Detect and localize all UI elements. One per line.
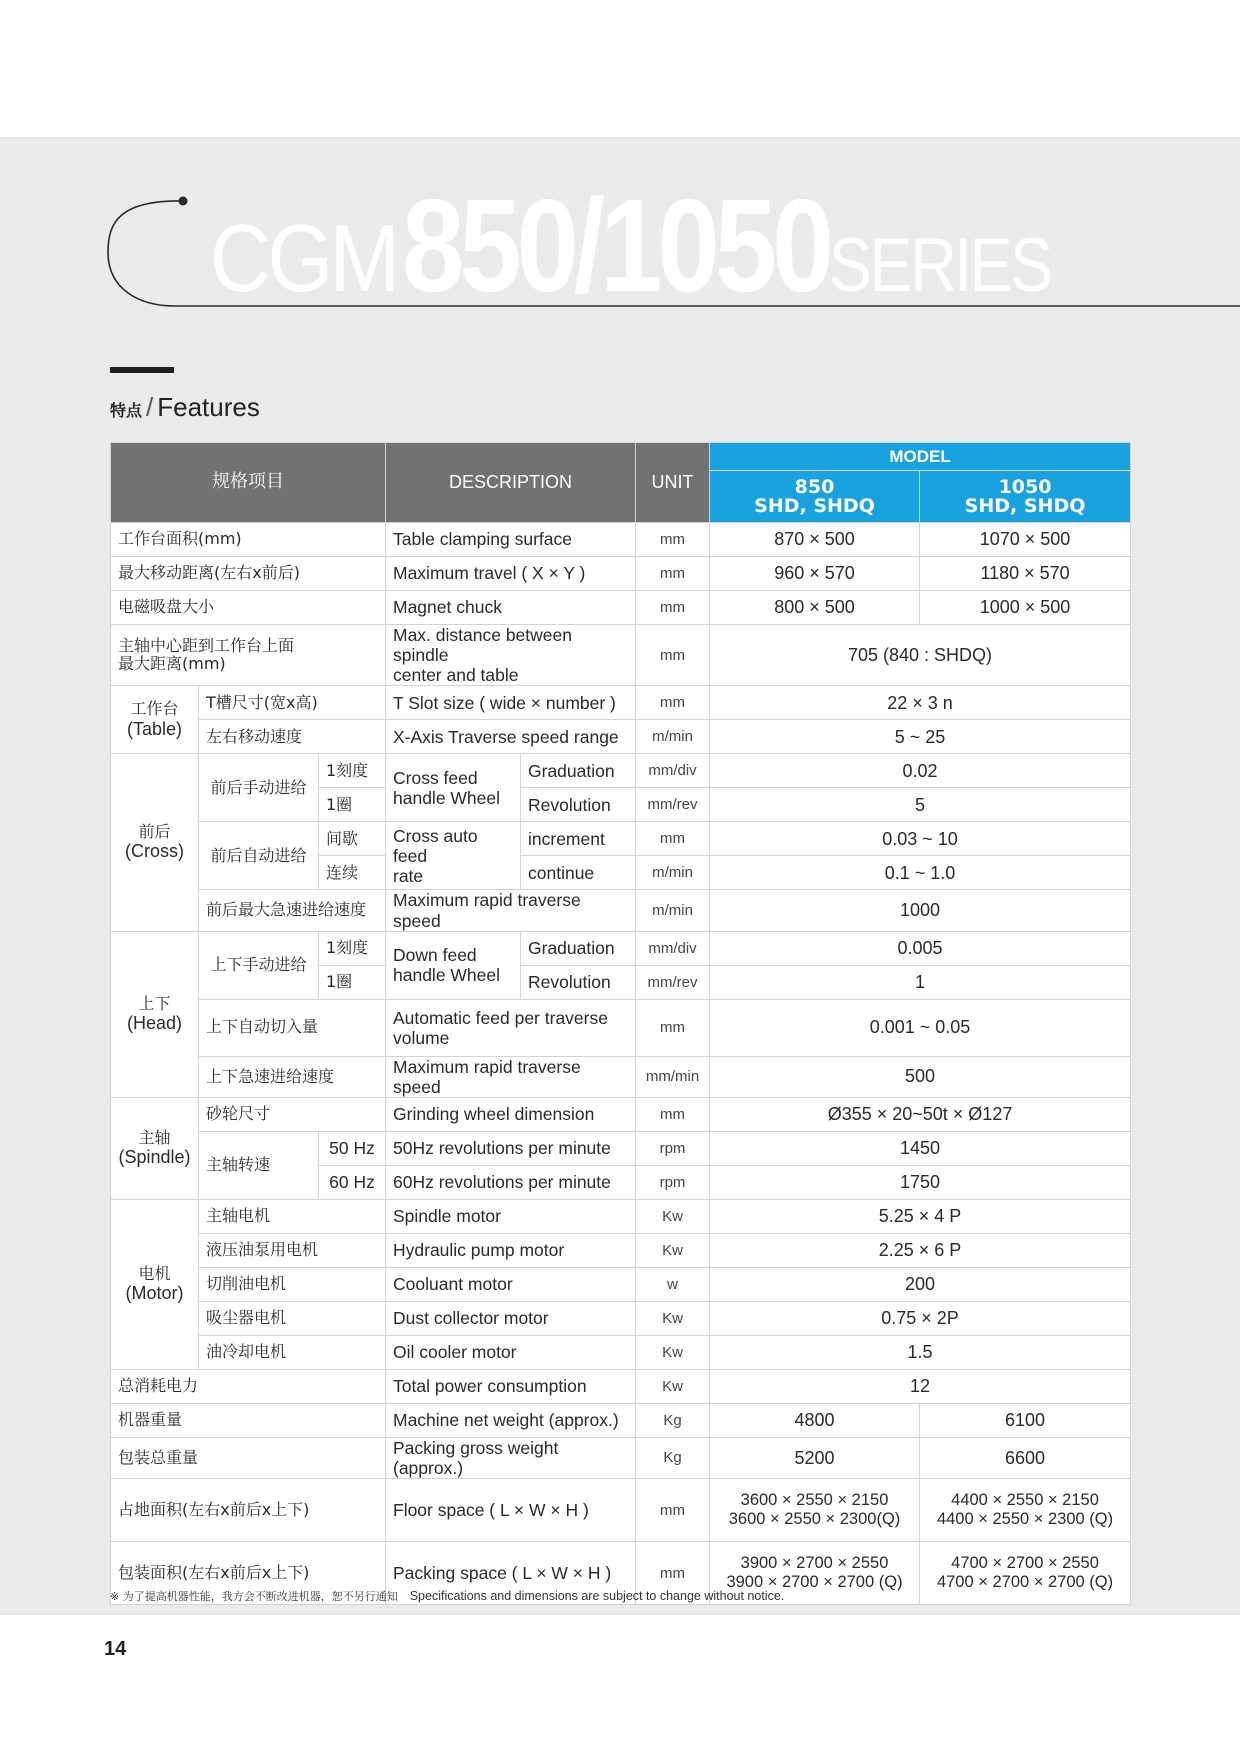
table-row [111,1301,1131,1335]
row-label-zh: 主轴电机 [199,1199,386,1233]
hero-suffix: SERIES [828,223,1051,308]
row-unit: m/min [636,856,710,890]
value-1050: 1000 × 500 [920,591,1131,625]
row-unit: mm [636,1097,710,1131]
row-label-zh: 总消耗电力 [111,1369,386,1403]
row-description: Maximum rapid traverse speed [386,890,636,931]
value-shared: 0.03 ~ 10 [710,822,1131,856]
row-label-zh: 包装面积(左右x前后x上下) [111,1542,386,1605]
row-label-zh: 左右移动速度 [199,720,386,754]
row-unit: Kw [636,1233,710,1267]
row-label-zh: 占地面积(左右x前后x上下) [111,1479,386,1542]
table-row [111,1437,1131,1478]
row-label-zh: 吸尘器电机 [199,1301,386,1335]
footnote-en: Specifications and dimensions are subject to change without notice. [409,1589,785,1603]
row-label-zh: 前后自动进给 [199,822,319,890]
row-unit: mm [636,822,710,856]
row-subdescription: Revolution [521,788,636,822]
row-subdescription: increment [521,822,636,856]
value-shared: 705 (840 : SHDQ) [710,625,1131,686]
value-850: 4800 [710,1403,920,1437]
row-description: Oil cooler motor [386,1335,636,1369]
row-unit: mm [636,523,710,557]
table-row [111,754,1131,788]
row-unit: Kg [636,1437,710,1478]
table-row [111,686,1131,720]
value-shared: 0.1 ~ 1.0 [710,856,1131,890]
row-description: Table clamping surface [386,523,636,557]
header-unit: UNIT [636,443,710,523]
table-row [111,1267,1131,1301]
table-row [111,557,1131,591]
group-table-label: 工作台 (Table) [111,686,199,754]
value-1050: 1180 × 570 [920,557,1131,591]
row-sublabel-zh: 1刻度 [319,931,386,965]
row-unit: mm/div [636,931,710,965]
value-850: 870 × 500 [710,523,920,557]
value-850: 3900 × 2700 × 2550 3900 × 2700 × 2700 (Q) [710,1542,920,1605]
row-subdescription: Graduation [521,931,636,965]
header-description: DESCRIPTION [386,443,636,523]
row-subdescription: Revolution [521,965,636,999]
value-850: 3600 × 2550 × 2150 3600 × 2550 × 2300(Q) [710,1479,920,1542]
section-title-en: Features [157,392,260,422]
row-sublabel-hz: 50 Hz [319,1131,386,1165]
footnote [110,1588,784,1604]
table-row [111,720,1131,754]
series-hero-title [210,170,1089,319]
table-header-row [111,443,1131,471]
table-row [111,1335,1131,1369]
hero-curve-dot [179,197,188,206]
row-unit: mm/rev [636,965,710,999]
row-description: Maximum travel ( X × Y ) [386,557,636,591]
row-description: Max. distance between spindle center and table [386,625,636,686]
row-label-zh: 电磁吸盘大小 [111,591,386,625]
value-shared: 1450 [710,1131,1131,1165]
header-model-850: 850 SHD, SHDQ [710,471,920,523]
row-unit: mm [636,999,710,1056]
row-label-zh: 油冷却电机 [199,1335,386,1369]
table-row [111,1097,1131,1131]
header-model: MODEL [710,443,1131,471]
row-label-zh: 前后最大急速进给速度 [199,890,386,931]
row-sublabel-zh: 1圈 [319,965,386,999]
group-spindle-label: 主轴 (Spindle) [111,1097,199,1199]
row-unit: mm [636,686,710,720]
table-row [111,1131,1131,1165]
value-shared: 0.001 ~ 0.05 [710,999,1131,1056]
row-unit: Kw [636,1369,710,1403]
value-shared: 0.02 [710,754,1131,788]
header-model-1050: 1050 SHD, SHDQ [920,471,1131,523]
row-unit: mm/div [636,754,710,788]
row-description: Magnet chuck [386,591,636,625]
row-unit: m/min [636,720,710,754]
value-1050: 6100 [920,1403,1131,1437]
row-description: T Slot size ( wide × number ) [386,686,636,720]
row-label-zh: 包装总重量 [111,1437,386,1478]
row-label-zh: 前后手动进给 [199,754,319,822]
group-cross-label: 前后 (Cross) [111,754,199,931]
row-description: Cross auto feed rate [386,822,521,890]
row-label-zh: 液压油泵用电机 [199,1233,386,1267]
group-head-label: 上下 (Head) [111,931,199,1097]
hero-prefix: CGM [210,205,397,312]
row-unit: m/min [636,890,710,931]
row-unit: mm/min [636,1056,710,1097]
row-sublabel-zh: 1刻度 [319,754,386,788]
value-shared: 0.75 × 2P [710,1301,1131,1335]
hero-model-numbers: 850/1050 [401,172,830,319]
row-label-zh: 主轴转速 [199,1131,319,1199]
table-row [111,999,1131,1056]
value-shared: 5 ~ 25 [710,720,1131,754]
row-unit: Kg [636,1403,710,1437]
table-row [111,523,1131,557]
value-850: 800 × 500 [710,591,920,625]
row-sublabel-zh: 间歇 [319,822,386,856]
row-label-zh: 机器重量 [111,1403,386,1437]
value-shared: 1750 [710,1165,1131,1199]
value-shared: 22 × 3 n [710,686,1131,720]
row-unit: Kw [636,1199,710,1233]
value-shared: 2.25 × 6 P [710,1233,1131,1267]
row-label-zh: 切削油电机 [199,1267,386,1301]
row-unit: mm [636,1479,710,1542]
value-1050: 1070 × 500 [920,523,1131,557]
value-1050: 4700 × 2700 × 2550 4700 × 2700 × 2700 (Q) [920,1542,1131,1605]
table-row [111,1403,1131,1437]
row-description: Packing space ( L × W × H ) [386,1542,636,1605]
row-description: Total power consumption [386,1369,636,1403]
table-row [111,1199,1131,1233]
row-description: Grinding wheel dimension [386,1097,636,1131]
header-spec-item: 规格项目 [111,443,386,523]
value-1050: 6600 [920,1437,1131,1478]
value-850: 960 × 570 [710,557,920,591]
section-title [110,392,260,423]
row-unit: rpm [636,1165,710,1199]
row-description: 60Hz revolutions per minute [386,1165,636,1199]
row-unit: rpm [636,1131,710,1165]
page-number: 14 [104,1638,127,1660]
row-description: Hydraulic pump motor [386,1233,636,1267]
section-title-zh: 特点 [110,401,143,420]
table-row [111,1233,1131,1267]
row-unit: mm/rev [636,788,710,822]
row-description: Floor space ( L × W × H ) [386,1479,636,1542]
value-shared: 12 [710,1369,1131,1403]
row-sublabel-zh: 连续 [319,856,386,890]
row-subdescription: continue [521,856,636,890]
value-shared: 5.25 × 4 P [710,1199,1131,1233]
group-motor-label: 电机 (Motor) [111,1199,199,1369]
row-unit: Kw [636,1335,710,1369]
row-subdescription: Graduation [521,754,636,788]
row-description: Down feed handle Wheel [386,931,521,999]
row-description: Packing gross weight (approx.) [386,1437,636,1478]
value-shared: 1.5 [710,1335,1131,1369]
row-label-zh: 上下急速进给速度 [199,1056,386,1097]
row-label-zh: 砂轮尺寸 [199,1097,386,1131]
table-row [111,822,1131,856]
row-description: Cooluant motor [386,1267,636,1301]
row-unit: mm [636,591,710,625]
value-shared: 500 [710,1056,1131,1097]
value-shared: Ø355 × 20~50t × Ø127 [710,1097,1131,1131]
value-shared: 5 [710,788,1131,822]
row-label-zh: 上下手动进给 [199,931,319,999]
row-sublabel-hz: 60 Hz [319,1165,386,1199]
row-label-zh: T槽尺寸(宽x高) [199,686,386,720]
section-accent-bar [110,367,174,373]
value-shared: 1000 [710,890,1131,931]
table-row [111,1479,1131,1542]
row-label-zh: 工作台面积(mm) [111,523,386,557]
row-description: X-Axis Traverse speed range [386,720,636,754]
table-row [111,890,1131,931]
row-unit: mm [636,1542,710,1605]
row-label-zh: 最大移动距离(左右x前后) [111,557,386,591]
row-unit: w [636,1267,710,1301]
row-label-zh: 主轴中心距到工作台上面 最大距离(mm) [111,625,386,686]
row-unit: mm [636,557,710,591]
row-description: Dust collector motor [386,1301,636,1335]
row-unit: Kw [636,1301,710,1335]
row-description: Spindle motor [386,1199,636,1233]
value-shared: 1 [710,965,1131,999]
table-row [111,591,1131,625]
table-row [111,1056,1131,1097]
value-shared: 0.005 [710,931,1131,965]
value-850: 5200 [710,1437,920,1478]
row-label-zh: 上下自动切入量 [199,999,386,1056]
table-row [111,625,1131,686]
spec-table [110,442,1131,1605]
row-unit: mm [636,625,710,686]
table-row [111,931,1131,965]
row-description: Maximum rapid traverse speed [386,1056,636,1097]
row-description: Machine net weight (approx.) [386,1403,636,1437]
value-1050: 4400 × 2550 × 2150 4400 × 2550 × 2300 (Q) [920,1479,1131,1542]
row-description: Automatic feed per traverse volume [386,999,636,1056]
value-shared: 200 [710,1267,1131,1301]
footnote-zh: ※ 为了提高机器性能，我方会不断改进机器，恕不另行通知 [110,1590,398,1603]
row-sublabel-zh: 1圈 [319,788,386,822]
section-title-separator: / [146,392,154,422]
row-description: 50Hz revolutions per minute [386,1131,636,1165]
table-row [111,1369,1131,1403]
row-description: Cross feed handle Wheel [386,754,521,822]
